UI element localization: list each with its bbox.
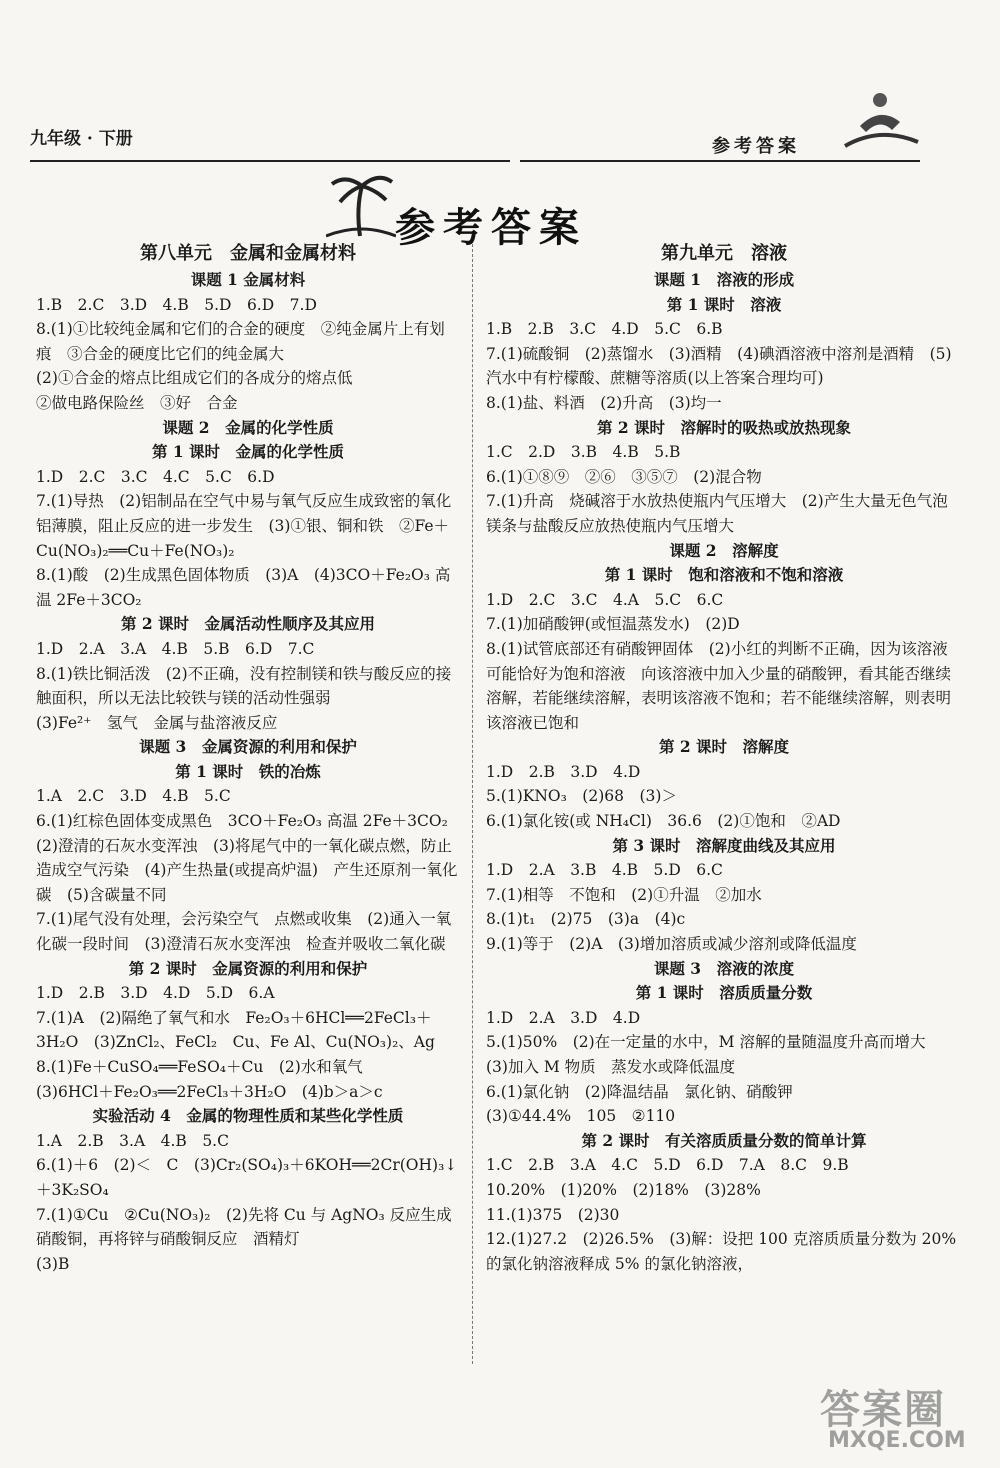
topic-heading: 课题 2 溶解度 — [669, 540, 779, 560]
answer-line: (3)B — [36, 1254, 70, 1273]
section-label: 参考答案 — [712, 136, 800, 157]
topic-heading: 课题 2 金属的化学性质 — [162, 417, 334, 437]
answer-line: 7.(1)A (2)隔绝了氧气和水 Fe₂O₃＋6HCl══2FeCl₃＋3H₂O (3)ZnCl₂、FeCl₂ Cu、Fe Al、Cu(NO₃)₂、Ag — [36, 1008, 435, 1052]
answer-line: 1.D 2.C 3.C 4.A 5.C 6.C — [486, 590, 724, 609]
answer-line: 12.(1)27.2 (2)26.5% (3)解：设把 100 克溶质质量分数为 20% 的氯化钠溶液释成 5% 的氯化钠溶液， — [486, 1230, 957, 1273]
lesson-heading: 第 1 课时 铁的冶炼 — [175, 761, 321, 781]
page-title: 参考答案 — [395, 204, 587, 251]
answer-line: 1.A 2.B 3.A 4.B 5.C — [36, 1131, 229, 1150]
answer-line: 5.(1)50% (2)在一定量的水中，M 溶解的量随温度升高而增大 (3)加入 M 物质 蒸发水或降低温度 — [486, 1033, 941, 1076]
topic-heading: 课题 3 金属资源的利用和保护 — [139, 737, 357, 757]
answer-line: 6.(1)氯化钠 (2)降温结晶 氯化钠、硝酸钾 — [486, 1082, 793, 1101]
answer-line: 1.C 2.B 3.A 4.C 5.D 6.D 7.A 8.C 9.B — [486, 1156, 849, 1175]
answer-line: 8.(1)Fe＋CuSO₄══FeSO₄＋Cu (2)水和氧气 — [36, 1058, 363, 1076]
surfer-icon — [840, 86, 920, 156]
column-divider — [472, 244, 473, 1364]
lesson-heading: 第 2 课时 溶解时的吸热或放热现象 — [596, 417, 852, 437]
answer-line: 7.(1)尾气没有处理，会污染空气 点燃或收集 (2)通入一氧化碳一段时间 (3)澄清石灰水变浑浊 检查并吸收二氧化碳 — [36, 910, 452, 954]
answer-line: 1.D 2.A 3.B 4.B 5.D 6.C — [486, 861, 723, 880]
lesson-heading: 第 1 课时 溶质质量分数 — [635, 983, 813, 1003]
unit-heading: 第八单元 金属和金属材料 — [140, 243, 356, 264]
answer-line: 7.(1)加硝酸钾(或恒温蒸发水) (2)D — [486, 615, 740, 634]
unit-heading: 第九单元 溶液 — [661, 243, 787, 264]
palm-tree-icon — [326, 168, 396, 238]
answer-line: (2)①合金的熔点比组成它们的各成分的熔点低 — [36, 369, 353, 388]
answer-line: 5.(1)KNO₃ (2)68 (3)＞ — [486, 787, 677, 806]
lesson-heading: 第 2 课时 金属活动性顺序及其应用 — [120, 614, 376, 634]
answer-line: 8.(1)①比较纯金属和它们的合金的硬度 ②纯金属片上有划痕 ③合金的硬度比它们的纯金属大 — [36, 320, 445, 363]
answer-line: 1.A 2.C 3.D 4.B 5.C — [36, 787, 231, 806]
answer-line: 1.D 2.C 3.C 4.C 5.C 6.D — [36, 467, 275, 486]
answer-line: 1.D 2.A 3.D 4.D — [486, 1008, 641, 1027]
watermark-logo: 答案圈 — [820, 1387, 946, 1433]
answer-line: 11.(1)375 (2)30 — [486, 1205, 620, 1224]
header-rule-left — [30, 160, 510, 162]
answer-line: 7.(1)升高 烧碱溶于水放热使瓶内气压增大 (2)产生大量无色气泡 镁条与盐酸反应放热使瓶内气压增大 — [486, 492, 964, 535]
header-rule-right — [520, 160, 920, 162]
lesson-heading: 第 1 课时 金属的化学性质 — [151, 442, 345, 462]
answer-line: (3)6HCl＋Fe₂O₃══2FeCl₃＋3H₂O (4)b＞a＞c — [36, 1082, 383, 1101]
topic-heading: 课题 1 金属材料 — [190, 270, 306, 289]
answer-line: 8.(1)试管底部还有硝酸钾固体 (2)小红的判断不正确，因为该溶液可能恰好为饱和溶液 向该溶液中加入少量的硝酸钾，看其能否继续溶解，若能继续溶解，表明该溶液不饱和；若不能继续溶解，则表明该溶液已饱和 — [486, 639, 952, 732]
answer-line: 6.(1)＋6 (2)＜ C (3)Cr₂(SO₄)₃＋6KOH══2Cr(OH)₃↓＋3K₂SO₄ — [36, 1156, 458, 1199]
answer-line: (3)①44.4% 105 ②110 — [486, 1107, 676, 1126]
topic-heading: 课题 3 溶液的浓度 — [653, 958, 795, 978]
answer-line: 6.(1)红棕色固体变成黑色 3CO＋Fe₂O₃ 高温 2Fe＋3CO₂ (2)澄清的石灰水变浑浊 (3)将尾气中的一氧化碳点燃，防止造成空气污染 (4)产生热量(或提高炉温) 产生还原剂一氧化碳 (5)含碳量不同 — [36, 812, 464, 904]
answer-line: 1.B 2.B 3.C 4.D 5.C 6.B — [486, 320, 723, 339]
answer-line: 6.(1)①⑧⑨ ②⑥ ③⑤⑦ (2)混合物 — [486, 467, 762, 486]
lesson-heading: 实验活动 4 金属的物理性质和某些化学性质 — [92, 1106, 404, 1126]
answer-line: 7.(1)相等 不饱和 (2)①升温 ②加水 — [486, 885, 762, 904]
grade-label: 九年级 · 下册 — [30, 129, 133, 149]
answer-line: 8.(1)铁比铜活泼 (2)不正确，没有控制镁和铁与酸反应的接触面积，所以无法比较铁与镁的活动性强弱 — [36, 664, 452, 708]
answer-line: 1.C 2.D 3.B 4.B 5.B — [486, 443, 681, 462]
answer-line: ②做电路保险丝 ③好 合金 — [36, 393, 238, 412]
topic-heading: 课题 1 溶液的形成 — [653, 270, 795, 289]
answer-line: 7.(1)硫酸铜 (2)蒸馏水 (3)酒精 (4)碘酒溶液中溶剂是酒精 (5)汽水中有柠檬酸、蔗糖等溶质(以上答案合理均可) — [486, 344, 952, 388]
left-column — [36, 240, 464, 1276]
watermark-url: MXQE.COM — [828, 1428, 966, 1453]
answer-line: 1.D 2.B 3.D 4.D — [486, 762, 641, 781]
lesson-heading: 第 1 课时 溶液 — [666, 294, 782, 314]
answer-line: 9.(1)等于 (2)A (3)增加溶质或减少溶剂或降低温度 — [486, 935, 857, 954]
lesson-heading: 第 3 课时 溶解度曲线及其应用 — [612, 835, 836, 855]
answer-line: (3)Fe²⁺ 氢气 金属与盐溶液反应 — [36, 713, 278, 732]
lesson-heading: 第 2 课时 金属资源的利用和保护 — [128, 958, 368, 978]
answer-line: 6.(1)氯化铵(或 NH₄Cl) 36.6 (2)①饱和 ②AD — [486, 812, 841, 831]
lesson-heading: 第 1 课时 饱和溶液和不饱和溶液 — [604, 565, 844, 585]
answer-line: 8.(1)酸 (2)生成黑色固体物质 (3)A (4)3CO＋Fe₂O₃ 高温 2Fe＋3CO₂ — [36, 566, 451, 609]
lesson-heading: 第 2 课时 有关溶质质量分数的简单计算 — [581, 1130, 867, 1150]
answer-line: 7.(1)导热 (2)铝制品在空气中易与氧气反应生成致密的氧化铝薄膜，阻止反应的进一步发生 (3)①银、铜和铁 ②Fe＋Cu(NO₃)₂══Cu＋Fe(NO₃)₂ — [36, 492, 452, 560]
answer-line: 10.20% (1)20% (2)18% (3)28% — [486, 1180, 761, 1199]
answer-line: 1.D 2.B 3.D 4.D 5.D 6.A — [36, 984, 275, 1003]
answer-line: 8.(1)盐、料酒 (2)升高 (3)均一 — [486, 393, 722, 412]
answer-line: 1.D 2.A 3.A 4.B 5.B 6.D 7.C — [36, 639, 315, 658]
right-column — [486, 240, 962, 1276]
answer-line: 1.B 2.C 3.D 4.B 5.D 6.D 7.D — [36, 295, 317, 314]
answer-line: 7.(1)①Cu ②Cu(NO₃)₂ (2)先将 Cu 与 AgNO₃ 反应生成硝酸铜，再将锌与硝酸铜反应 酒精灯 — [36, 1205, 452, 1249]
answer-line: 8.(1)t₁ (2)75 (3)a (4)c — [486, 910, 686, 929]
lesson-heading: 第 2 课时 溶解度 — [658, 737, 790, 757]
